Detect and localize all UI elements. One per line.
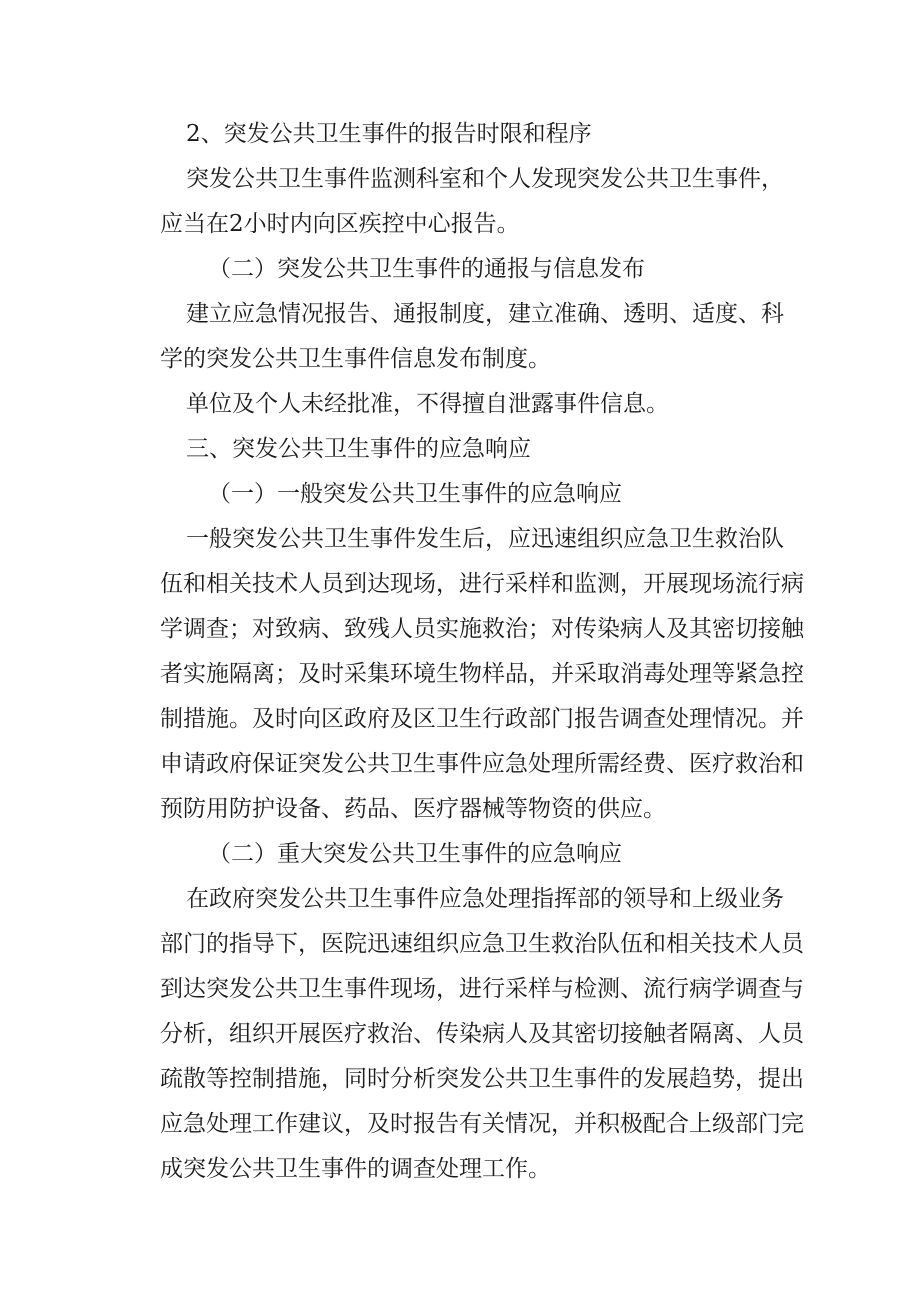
subsection-heading-report-deadline: 2、突发公共卫生事件的报告时限和程序 (186, 121, 592, 147)
paragraph-line: 疏散等控制措施，同时分析突发公共卫生事件的发展趋势，提出 (160, 1066, 804, 1092)
paragraph-line: 申请政府保证突发公共卫生事件应急处理所需经费、医疗救治和 (160, 751, 804, 777)
paragraph-line: 成突发公共卫生事件的调查处理工作。 (160, 1156, 551, 1182)
paragraph-line: 分析，组织开展医疗救治、传染病人及其密切接触者隔离、人员 (160, 1021, 804, 1047)
subsection-heading-general-response: （一）一般突发公共卫生事件的应急响应 (208, 481, 622, 507)
subsection-heading-notification: （二）突发公共卫生事件的通报与信息发布 (208, 256, 645, 282)
paragraph-line: 学的突发公共卫生事件信息发布制度。 (160, 346, 551, 372)
paragraph-line: 应当在2小时内向区疾控中心报告。 (160, 211, 520, 237)
paragraph-line: 到达突发公共卫生事件现场，进行采样与检测、流行病学调查与 (160, 976, 804, 1002)
paragraph-line: 伍和相关技术人员到达现场，进行采样和监测，开展现场流行病 (160, 571, 804, 597)
paragraph-line: 应急处理工作建议，及时报告有关情况，并积极配合上级部门完 (160, 1111, 804, 1137)
paragraph-line: 建立应急情况报告、通报制度，建立准确、透明、适度、科 (186, 301, 784, 327)
paragraph-line: 学调查；对致病、致残人员实施救治；对传染病人及其密切接触 (160, 616, 804, 642)
paragraph-line: 者实施隔离；及时采集环境生物样品，并采取消毒处理等紧急控 (160, 661, 804, 687)
paragraph-line: 制措施。及时向区政府及区卫生行政部门报告调查处理情况。并 (160, 706, 804, 732)
paragraph-line: 在政府突发公共卫生事件应急处理指挥部的领导和上级业务 (186, 886, 784, 912)
subsection-heading-major-response: （二）重大突发公共卫生事件的应急响应 (208, 841, 622, 867)
paragraph-line: 一般突发公共卫生事件发生后，应迅速组织应急卫生救治队 (186, 526, 784, 552)
paragraph-line: 预防用防护设备、药品、医疗器械等物资的供应。 (160, 796, 666, 822)
document-body (160, 112, 804, 1192)
section-heading-emergency-response: 三、突发公共卫生事件的应急响应 (186, 436, 531, 462)
paragraph-line: 单位及个人未经批准，不得擅自泄露事件信息。 (186, 391, 669, 417)
paragraph-line: 部门的指导下，医院迅速组织应急卫生救治队伍和相关技术人员 (160, 931, 804, 957)
paragraph-line: 突发公共卫生事件监测科室和个人发现突发公共卫生事件， (186, 166, 784, 192)
